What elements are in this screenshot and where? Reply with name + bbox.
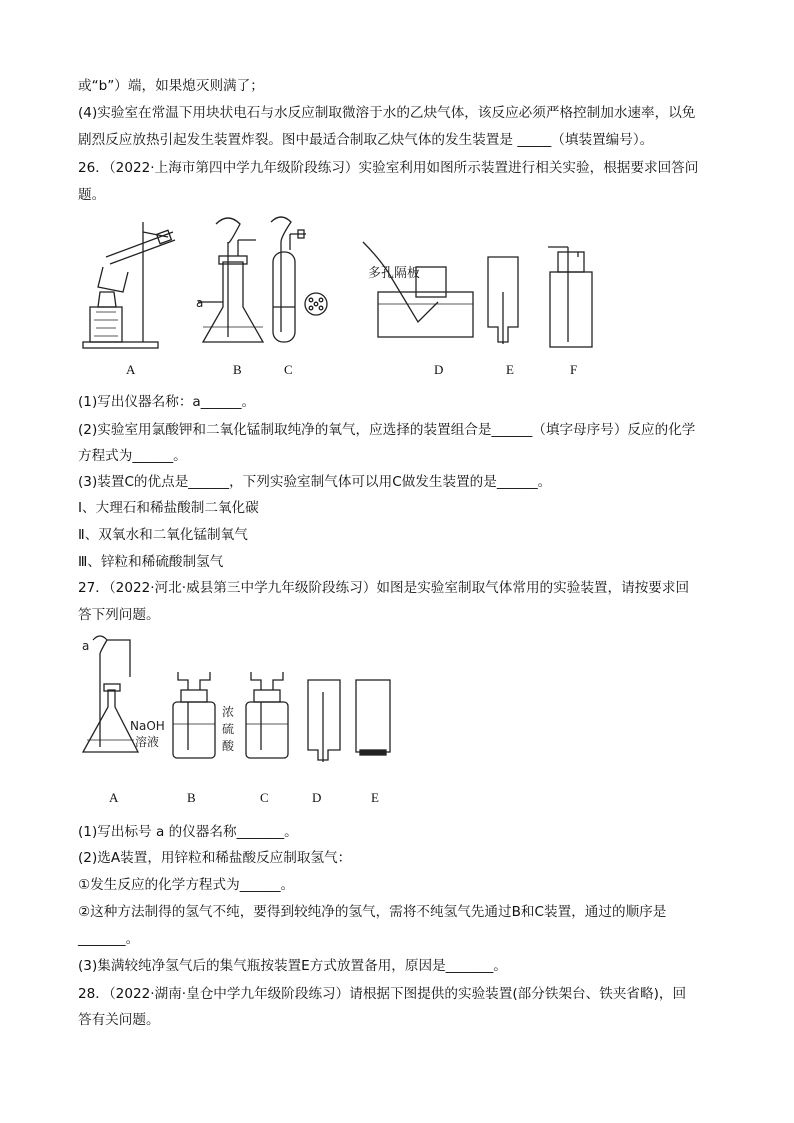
figure-27-naoh-label: NaOH [130, 719, 165, 733]
figure-26-label-e: E [506, 362, 514, 377]
text-line-5: 题。 [78, 187, 106, 203]
figure-27-naoh-label-2: 溶液 [135, 735, 160, 749]
text-line-22: 答有关问题。 [78, 1012, 160, 1028]
text-line-17: ①发生反应的化学方程式为______。 [78, 877, 295, 893]
figure-27-label-c: C [260, 790, 269, 805]
text-line-3: 剧烈反应放热引起发生装置炸裂。图中最适合制取乙炔气体的发生装置是 _____（填装置编号）。 [78, 132, 654, 148]
text-line-7: (2)实验室用氯酸钾和二氧化锰制取纯净的氧气，应选择的装置组合是______（填字母序号）反应的化学 [78, 422, 696, 438]
figure-27-drawing [78, 632, 398, 767]
text-line-14: 答下列问题。 [78, 607, 160, 623]
question-28-stem: 28．（2022·湖南·皇仓中学九年级阶段练习）请根据下图提供的实验装置(部分铁架台、铁夹省略)，回 [78, 986, 687, 1002]
figure-27-label-a: A [109, 790, 119, 805]
text-line-12: Ⅲ、锌粒和稀硫酸制氢气 [78, 554, 224, 570]
figure-26-label-b: B [233, 362, 242, 377]
funnel-a-icon [93, 636, 107, 654]
bottle-e-icon [356, 680, 390, 752]
text-line-18: ②这种方法制得的氢气不纯，要得到较纯净的氢气，需将不纯氢气先通过B和C装置，通过的顺序是 [78, 904, 667, 920]
figure-27-acid-label-2: 硫 [222, 722, 235, 736]
figure-27-marker-a: a [82, 639, 90, 653]
text-line-8: 方程式为______。 [78, 448, 187, 464]
alcohol-lamp-icon [98, 292, 116, 307]
figure-26-label-d: D [434, 362, 444, 377]
figure-27-acid-label-3: 酸 [222, 739, 235, 753]
figure-27-label-e: E [371, 790, 379, 805]
text-line-15: (1)写出标号 a 的仪器名称_______。 [78, 824, 298, 840]
wash-bottle-b-icon [173, 702, 215, 758]
figure-27-acid-label-1: 浓 [222, 705, 235, 719]
figure-27-label-d: D [312, 790, 322, 805]
question-26-stem: 26．（2022·上海市第四中学九年级阶段练习）实验室利用如图所示装置进行相关实验，根据要求回答问 [78, 160, 699, 176]
text-line-19: _______。 [78, 931, 140, 947]
stand-base-icon [83, 342, 158, 348]
figure-27-apparatus [78, 632, 398, 767]
text-line-1: 或“b”）端，如果熄灭则满了； [78, 78, 264, 94]
text-line-10: Ⅰ、大理石和稀盐酸制二氧化碳 [78, 500, 259, 516]
text-line-2: (4)实验室在常温下用块状电石与水反应制取微溶于水的乙炔气体，该反应必须严格控制加水速率，以免 [78, 105, 696, 121]
figure-26-plate-label: 多孔隔板 [368, 266, 421, 281]
figure-26-drawing [78, 212, 618, 357]
figure-26-marker-a: a [196, 296, 204, 310]
text-line-9: (3)装置C的优点是______，下列实验室制气体可以用C做发生装置的是______。 [78, 474, 552, 490]
plate-detail-icon [305, 293, 327, 315]
tube-c-icon [273, 252, 295, 342]
text-line-16: (2)选A装置，用锌粒和稀盐酸反应制取氢气： [78, 850, 352, 866]
text-line-20: (3)集满较纯净氢气后的集气瓶按装置E方式放置备用，原因是_______。 [78, 958, 507, 974]
question-27-stem: 27．（2022·河北·威县第三中学九年级阶段练习）如图是实验室制取气体常用的实验装置，请按要求回 [78, 580, 690, 596]
text-line-11: Ⅱ、双氧水和二氧化锰制氧气 [78, 527, 248, 543]
wash-bottle-c-icon [246, 702, 288, 758]
bottle-f-icon [550, 272, 592, 347]
text-line-6: (1)写出仪器名称：a______。 [78, 394, 256, 410]
bottle-d-icon [308, 680, 340, 760]
figure-27-label-b: B [187, 790, 196, 805]
figure-26-apparatus [78, 212, 618, 357]
figure-26-label-f: F [570, 362, 578, 377]
figure-26-label-a: A [126, 362, 136, 377]
figure-26-label-c: C [284, 362, 293, 377]
